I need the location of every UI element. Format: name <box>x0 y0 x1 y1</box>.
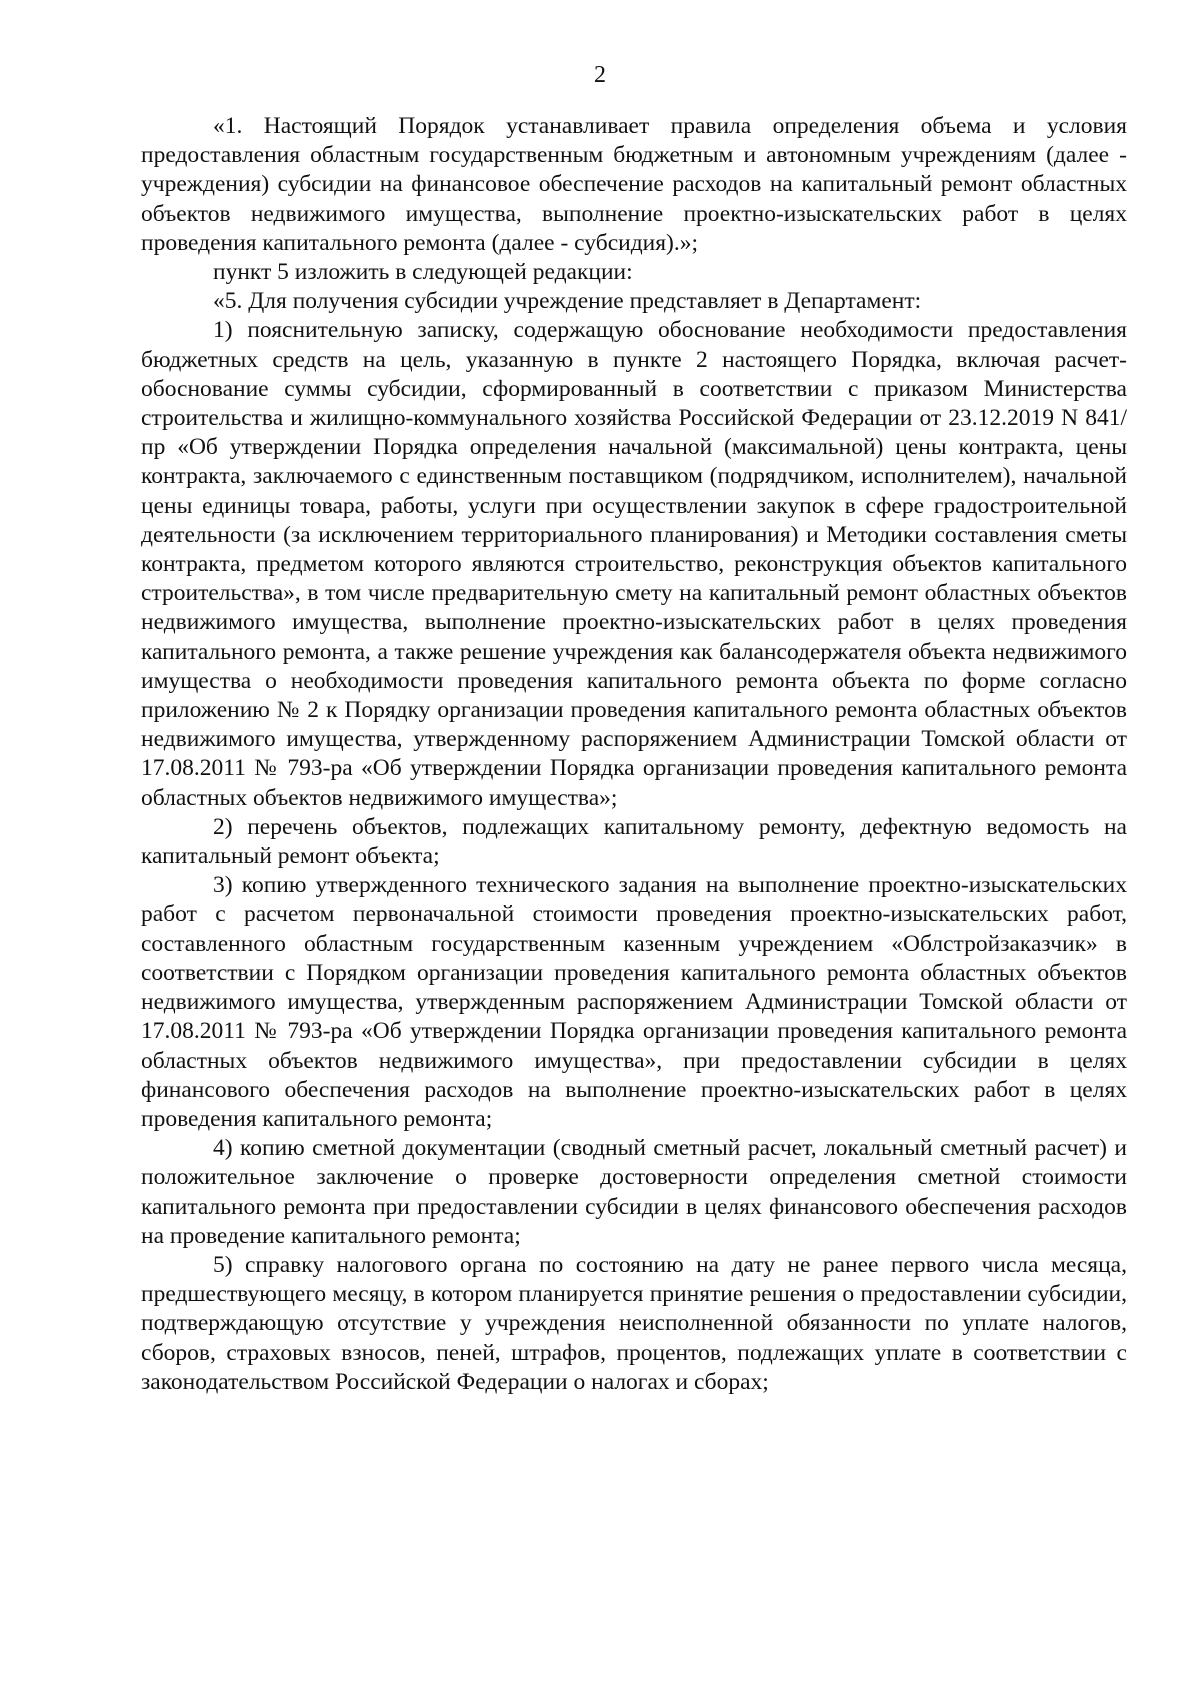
paragraph-item-4: 4) копию сметной документации (сводный сметный расчет, локальный сметный расчет) и положительное заключение о проверке достоверности определения сметной стоимости капитального ремонта при предоставлении субсидии в целях финансового обеспечения расходов на проведение капитального ремонта; <box>141 1135 1127 1249</box>
paragraph-item-5: 5) справку налогового органа по состоянию на дату не ранее первого числа месяца, предшествующего месяцу, в котором планируется принятие решения о предоставлении субсидии, подтверждающую отсутствие у учреждения неисполненной обязанности по уплате налогов, сборов, страховых взносов, пеней, штрафов, процентов, подлежащих уплате в соответствии с законодательством Российской Федерации о налогах и сборах; <box>141 1251 1127 1395</box>
page-number: 2 <box>594 62 606 88</box>
paragraph-item-2: 2) перечень объектов, подлежащих капитальному ремонту, дефектную ведомость на капитальный ремонт объекта; <box>141 813 1127 870</box>
paragraph-item-1: 1) пояснительную записку, содержащую обоснование необходимости предоставления бюджетных средств на цель, указанную в пункте 2 настоящего Порядка, включая расчет-обоснование суммы субсидии, сформированный в соответствии с приказом Министерства строительства и жилищно-коммунального хозяйства Российской Федерации от 23.12.2019 N 841/пр «Об утверждении Порядка определения начальной (максимальной) цены контракта, цены контракта, заключаемого с единственным поставщиком (подрядчиком, исполнителем), начальной цены единицы товара, работы, услуги при осуществлении закупок в сфере градостроительной деятельности (за исключением территориального планирования) и Методики составления сметы контракта, предметом которого являются строительство, реконструкция объектов капитального строительства», в том числе предварительную смету на капитальный ремонт областных объектов недвижимого имущества, выполнение проектно-изыскательских работ в целях проведения капитального ремонта, а также решение учреждения как балансодержателя объекта недвижимого имущества о необходимости проведения капитального ремонта объекта по форме согласно приложению № 2 к Порядку организации проведения капитального ремонта областных объектов недвижимого имущества, утвержденному распоряжением Администрации Томской области от 17.08.2011 № 793-ра «Об утверждении Порядка организации проведения капитального ремонта областных объектов недвижимого имущества»; <box>141 317 1127 811</box>
paragraph-amendment-note: пункт 5 изложить в следующей редакции: <box>213 259 633 286</box>
paragraph-clause-5-intro: «5. Для получения субсидии учреждение представляет в Департамент: <box>213 288 922 315</box>
paragraph-item-3: 3) копию утвержденного технического задания на выполнение проектно-изыскательских работ с расчетом первоначальной стоимости проведения проектно-изыскательских работ, составленного областным государственным казенным учреждением «Облстройзаказчик» в соответствии с Порядком организации проведения капитального ремонта областных объектов недвижимого имущества, утвержденным распоряжением Администрации Томской области от 17.08.2011 № 793-ра «Об утверждении Порядка организации проведения капитального ремонта областных объектов недвижимого имущества», при предоставлении субсидии в целях финансового обеспечения расходов на выполнение проектно-изыскательских работ в целях проведения капитального ремонта; <box>141 872 1127 1132</box>
paragraph-clause-1: «1. Настоящий Порядок устанавливает правила определения объема и условия предоставления областным государственным бюджетным и автономным учреждениям (далее - учреждения) субсидии на финансовое обеспечение расходов на капитальный ремонт областных объектов недвижимого имущества, выполнение проектно-изыскательских работ в целях проведения капитального ремонта (далее - субсидия).»; <box>141 113 1127 256</box>
document-body <box>141 112 1127 1397</box>
